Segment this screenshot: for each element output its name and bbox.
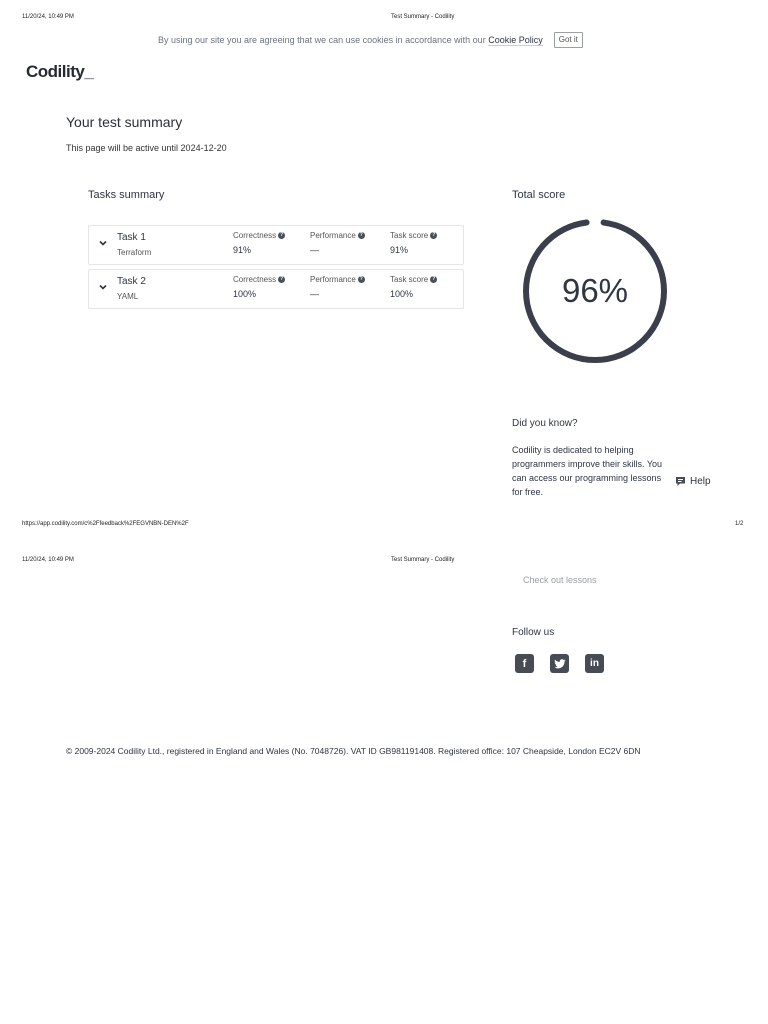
print-document-title: Test Summary - Codility (391, 14, 455, 20)
cookie-policy-link[interactable]: Cookie Policy (488, 35, 543, 45)
chevron-down-icon[interactable] (98, 238, 108, 248)
total-score-ring (520, 216, 670, 366)
did-you-know-line: can access our programming lessons (512, 473, 662, 483)
did-you-know-line: Codility is dedicated to helping (512, 445, 634, 455)
did-you-know-line: programmers improve their skills. You (512, 459, 663, 469)
print-document-title: Test Summary - Codility (391, 557, 455, 563)
metric-label: Performance (310, 231, 356, 240)
social-links (515, 654, 604, 673)
did-you-know-title: Did you know? (512, 418, 578, 429)
metric-label: Task score (390, 275, 429, 284)
task-language: YAML (117, 292, 139, 301)
help-question-icon[interactable]: ? (280, 232, 284, 238)
metric-label: Performance (310, 275, 356, 284)
print-datetime: 11/20/24, 10:49 PM (22, 557, 74, 563)
performance-metric (310, 275, 365, 299)
follow-us-title: Follow us (512, 627, 555, 638)
footer-copyright: © 2009-2024 Codility Ltd., registered in England and Wales (No. 7048726). VAT ID GB981191408. Registered office: 107 Cheapside, London EC2V 6DN (66, 746, 641, 756)
correctness-metric (233, 275, 285, 299)
did-you-know-text (512, 443, 672, 499)
page-subtitle: This page will be active until 2024-12-20 (66, 143, 227, 153)
help-question-icon[interactable]: ? (432, 232, 436, 238)
total-score-value: 96% (561, 272, 629, 309)
tasks-summary-title: Tasks summary (88, 189, 165, 201)
total-score-title: Total score (512, 189, 566, 201)
cookie-banner-message: By using our site you are agreeing that we can use cookies in accordance with our (158, 35, 486, 45)
help-question-icon[interactable]: ? (432, 276, 436, 282)
check-out-lessons-link[interactable]: Check out lessons (523, 575, 597, 585)
help-label[interactable]: Help (690, 476, 711, 487)
chat-help-icon[interactable] (675, 476, 686, 487)
metric-value: 91% (233, 245, 252, 255)
print-datetime: 11/20/24, 10:49 PM (22, 14, 74, 20)
help-question-icon[interactable]: ? (280, 276, 284, 282)
metric-value: 100% (390, 289, 414, 299)
facebook-icon[interactable]: f (515, 654, 534, 673)
metric-label: Correctness (233, 275, 277, 284)
task-score-metric (390, 231, 437, 255)
codility-logo[interactable]: Codility_ (26, 62, 94, 81)
chevron-down-icon[interactable] (98, 282, 108, 292)
task-language: Terraform (117, 248, 152, 257)
performance-metric (310, 231, 365, 255)
correctness-metric (233, 231, 285, 255)
twitter-bird-glyph (554, 659, 566, 669)
task-name: Task 2 (117, 276, 146, 287)
twitter-icon[interactable] (550, 654, 569, 673)
cookie-banner-text (158, 35, 543, 45)
did-you-know-line: for free. (512, 487, 544, 497)
page-title: Your test summary (66, 114, 183, 130)
task-card[interactable] (88, 225, 464, 265)
task-score-metric (390, 275, 437, 299)
task-card[interactable] (88, 269, 464, 309)
metric-label: Task score (390, 231, 429, 240)
print-page-number: 1/2 (735, 521, 744, 527)
metric-value: — (310, 245, 319, 255)
metric-value: 100% (233, 289, 257, 299)
help-question-icon[interactable]: ? (359, 276, 363, 282)
linkedin-icon[interactable]: in (585, 654, 604, 673)
got-it-button[interactable]: Got it (554, 32, 583, 48)
task-name: Task 1 (117, 232, 146, 243)
help-question-icon[interactable]: ? (359, 232, 363, 238)
metric-label: Correctness (233, 231, 277, 240)
metric-value: — (310, 289, 319, 299)
metric-value: 91% (390, 245, 409, 255)
cookie-banner (158, 32, 583, 48)
help-widget[interactable] (675, 476, 711, 487)
print-url: https://app.codility.com/c%2Ffeedback%2FEGVNBN-DEN%2F (22, 521, 189, 527)
